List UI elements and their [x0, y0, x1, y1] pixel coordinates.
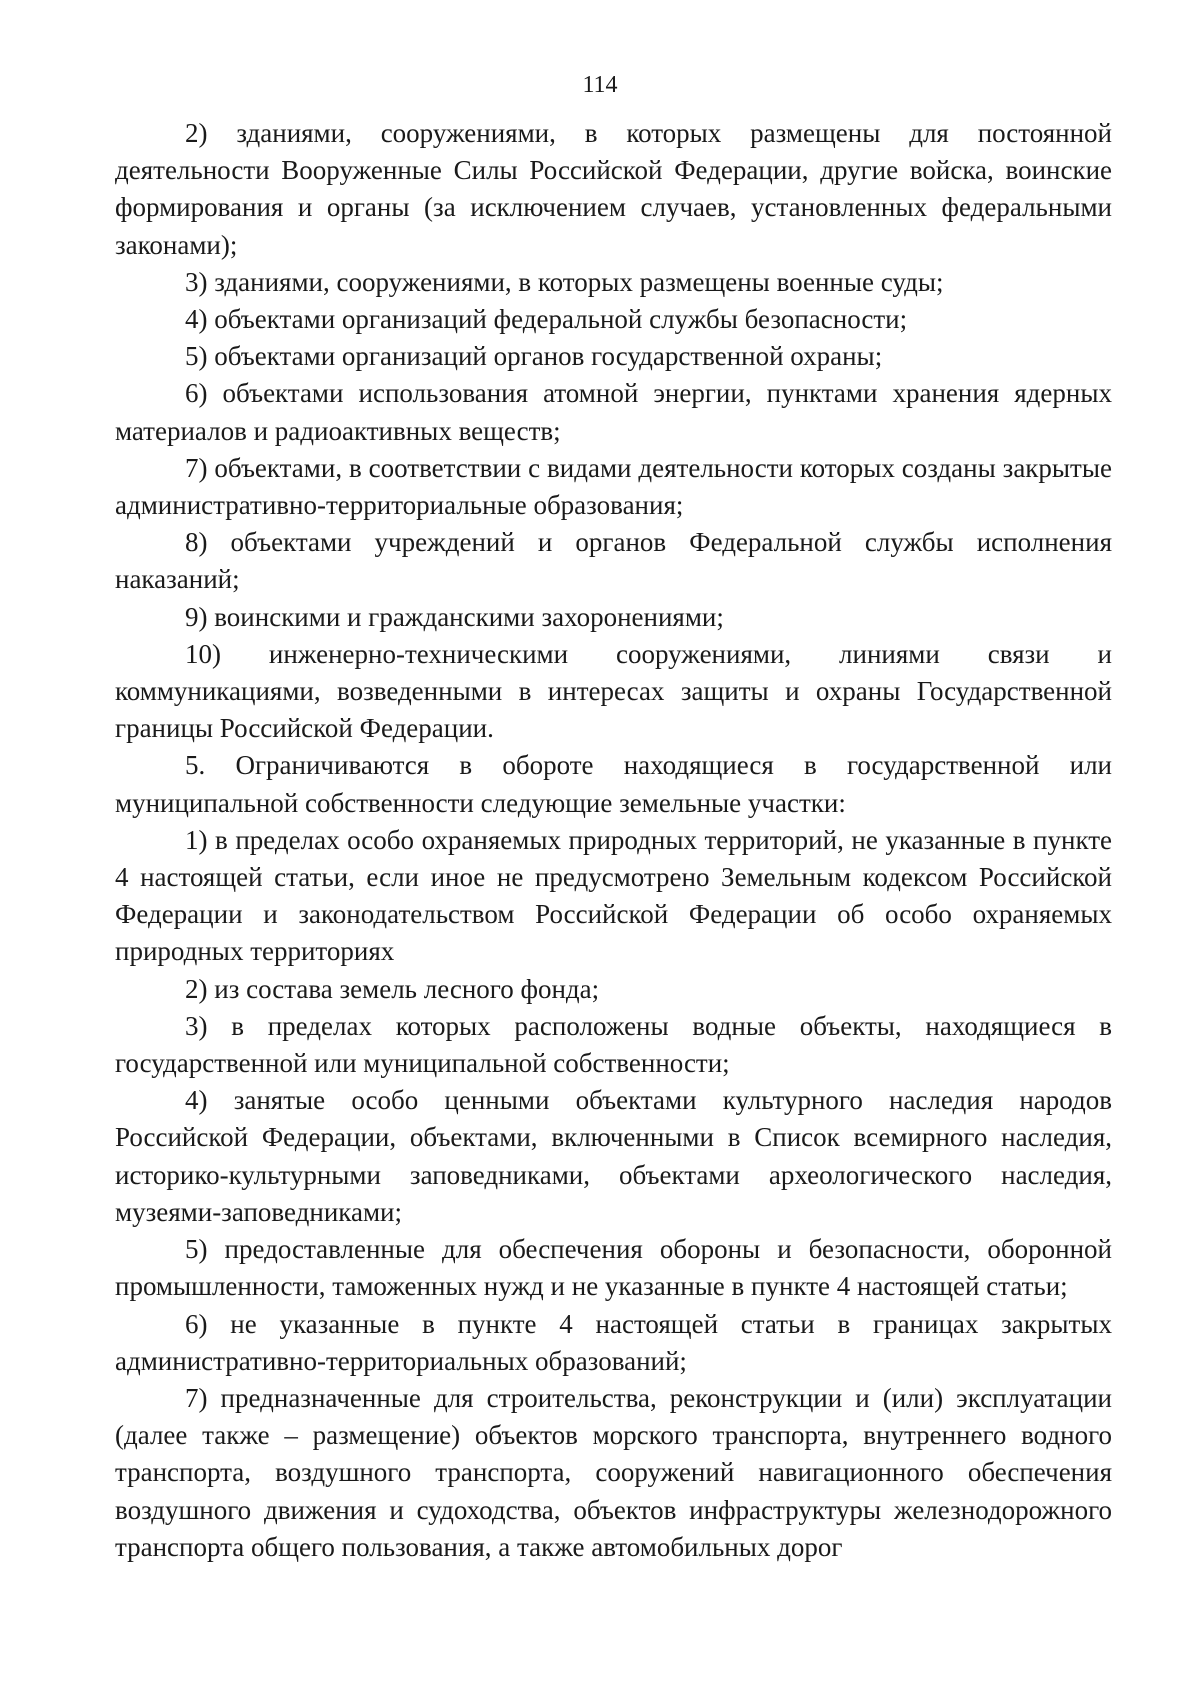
paragraph-subitem-3: 3) в пределах которых расположены водные объекты, находящиеся в государственной или муниципальной собственности; [115, 1010, 1112, 1079]
paragraph-section-5: 5. Ограничиваются в обороте находящиеся в государственной или муниципальной собственности следующие земельные участки: [115, 750, 1112, 818]
paragraph-subitem-4: 4) занятые особо ценными объектами культурного наследия народов Российской Федерации, объектами, включенными в Список всемирного наследия, историко-культурными заповедниками, объектами археологического наследия, музеями-заповедниками; [115, 1085, 1112, 1227]
paragraph-item-8: 8) объектами учреждений и органов Федеральной службы исполнения наказаний; [115, 527, 1112, 595]
paragraph-item-9: 9) воинскими и гражданскими захоронениями; [185, 601, 724, 632]
paragraph-item-2: 2) зданиями, сооружениями, в которых размещены для постоянной деятельности Вооруженные Силы Российской Федерации, другие войска, воинские формирования и органы (за исключением случаев, установленных федеральными законами); [115, 118, 1112, 260]
paragraph-item-3: 3) зданиями, сооружениями, в которых размещены военные суды; [185, 266, 944, 297]
document-body [115, 115, 1112, 1566]
paragraph-subitem-1: 1) в пределах особо охраняемых природных территорий, не указанные в пункте 4 настоящей статьи, если иное не предусмотрено Земельным кодексом Российской Федерации и законодательством Российской Федерации об особо охраняемых природных территориях [115, 824, 1112, 967]
paragraph-subitem-5: 5) предоставленные для обеспечения обороны и безопасности, оборонной промышленности, таможенных нужд и не указанные в пункте 4 настоящей статьи; [115, 1234, 1112, 1302]
paragraph-item-7: 7) объектами, в соответствии с видами деятельности которых созданы закрытые административно-территориальные образования; [115, 452, 1112, 521]
paragraph-item-10: 10) инженерно-техническими сооружениями, линиями связи и коммуникациями, возведенными в интересах защиты и охраны Государственной границы Российской Федерации. [115, 638, 1112, 744]
page-number: 114 [582, 72, 618, 98]
paragraph-item-5: 5) объектами организаций органов государственной охраны; [185, 341, 883, 372]
paragraph-subitem-2: 2) из состава земель лесного фонда; [185, 973, 600, 1004]
paragraph-subitem-6: 6) не указанные в пункте 4 настоящей статьи в границах закрытых административно-территориальных образований; [115, 1308, 1112, 1376]
paragraph-subitem-7: 7) предназначенные для строительства, реконструкции и (или) эксплуатации (далее также – размещение) объектов морского транспорта, внутреннего водного транспорта, воздушного транспорта, сооружений навигационного обеспечения воздушного движения и судоходства, объектов инфраструктуры железнодорожного транспорта общего пользования, а также автомобильных дорог [115, 1382, 1112, 1562]
paragraph-item-4: 4) объектами организаций федеральной службы безопасности; [185, 304, 908, 335]
paragraph-item-6: 6) объектами использования атомной энергии, пунктами хранения ядерных материалов и радиоактивных веществ; [115, 378, 1112, 446]
